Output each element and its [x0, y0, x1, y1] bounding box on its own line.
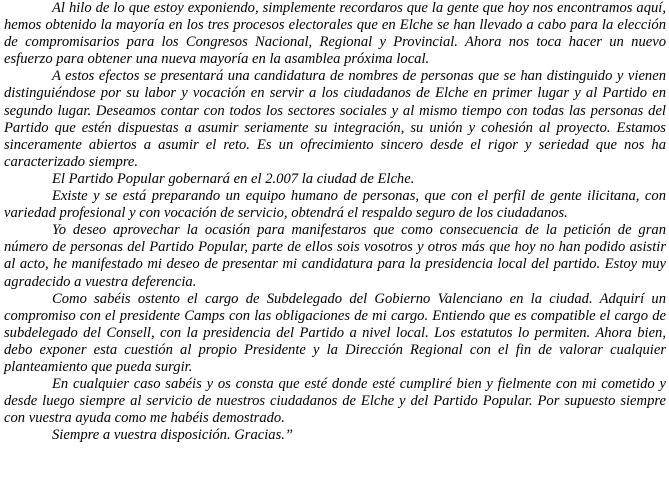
paragraph-3: El Partido Popular gobernará en el 2.007 la ciudad de Elche. [52, 170, 415, 187]
document-body [4, 0, 666, 444]
paragraph-6: Como sabéis ostento el cargo de Subdelegado del Gobierno Valenciano en la ciudad. Adquirí un compromiso con el presidente Camps con las obligaciones de mi cargo. Entiendo que es compatible el cargo de subdelegado del Consell, con la presidencia del Partido a nivel local. Los estatutos lo permiten. Ahora bien, debo exponer esta cuestión al propio Presidente y la Dirección Regional con el fin de valorar cualquier planteamiento que pueda surgir. [4, 290, 666, 375]
paragraph-4: Existe y se está preparando un equipo humano de personas, que con el perfil de gente ilicitana, con variedad profesional y con vocación de servicio, obtendrá el respaldo seguro de los ciudadanos. [4, 188, 666, 222]
paragraph-7: En cualquier caso sabéis y os consta que esté donde esté cumpliré bien y fielmente con mi cometido y desde luego siempre al servicio de nuestros ciudadanos de Elche y del Partido Popular. Por supuesto siempre con vuestra ayuda como me habéis demostrado. [4, 376, 666, 427]
paragraph-1: Al hilo de lo que estoy exponiendo, simplemente recordaros que la gente que hoy nos encontramos aquí, hemos obtenido la mayoría en los tres procesos electorales que en Elche se han llevado a cabo para la elección de compromisarios para los Congresos Nacional, Regional y Provincial. Ahora nos toca hacer un nuevo esfuerzo para obtener una nueva mayoría en la asamblea próxima local. [4, 0, 666, 68]
paragraph-8: Siempre a vuestra disposición. Gracias.” [52, 427, 294, 444]
paragraph-5: Yo deseo aprovechar la ocasión para manifestaros que como consecuencia de la petición de gran número de personas del Partido Popular, parte de ellos sois vosotros y otros más que hoy no han podido asistir al acto, he manifestado mi deseo de presentar mi candidatura para la presidencia local del partido. Estoy muy agradecido a vuestra deferencia. [4, 222, 666, 290]
paragraph-2: A estos efectos se presentará una candidatura de nombres de personas que se han distinguido y vienen distinguiéndose por su labor y vocación en servir a los ciudadanos de Elche en primer lugar y al Partido en segundo lugar. Deseamos contar con todos los sectores sociales y al mismo tiempo con todas las personas del Partido que estén dispuestas a asumir seriamente su integración, su unión y cohesión al proyecto. Estamos sinceramente abiertos a asumir el reto. Es un ofrecimiento sincero desde el rigor y seriedad que nos ha caracterizado siempre. [4, 68, 666, 170]
